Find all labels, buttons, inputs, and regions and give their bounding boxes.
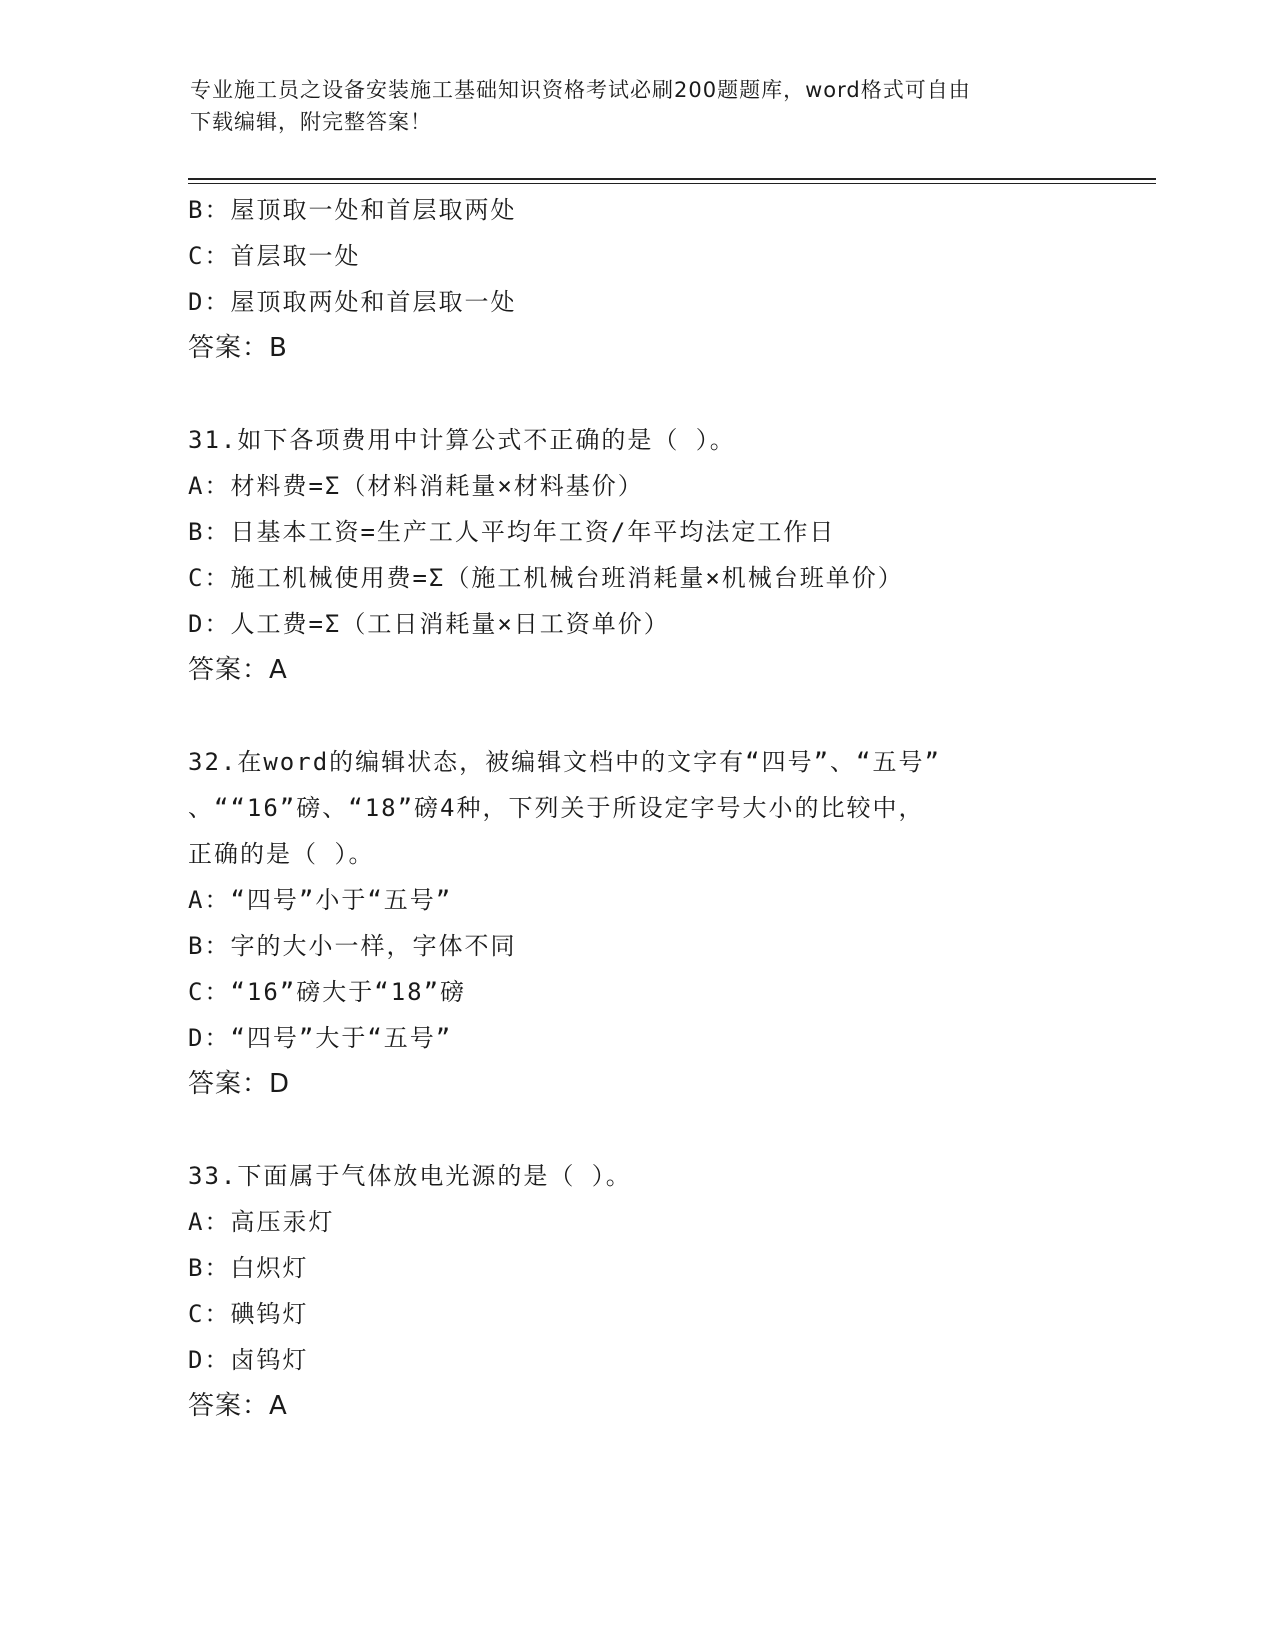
question-stem-line-2: 、““16”磅、“18”磅4种，下列关于所设定字号大小的比较中， <box>188 794 925 822</box>
option-c: C：施工机械使用费=Σ（施工机械台班消耗量×机械台班单价） <box>188 564 904 592</box>
answer-line: 答案：D <box>188 1069 291 1099</box>
option-b: B：日基本工资=生产工人平均年工资/年平均法定工作日 <box>188 518 836 546</box>
question-stem-line-3: 正确的是（ ）。 <box>188 840 375 868</box>
option-d: D：屋顶取两处和首层取一处 <box>188 288 517 316</box>
spacer <box>188 1107 1148 1153</box>
header-title-line-2: 下载编辑，附完整答案！ <box>190 110 432 134</box>
header-title-line-1: 专业施工员之设备安装施工基础知识资格考试必刷200题题库，word格式可自由 <box>190 78 971 102</box>
option-c: C：首层取一处 <box>188 242 361 270</box>
option-a: A：高压汞灯 <box>188 1208 335 1236</box>
question-block-previous <box>188 187 1148 371</box>
question-list <box>188 187 1148 1429</box>
option-d: D：“四号”大于“五号” <box>188 1024 453 1052</box>
answer-line: 答案：B <box>188 333 288 363</box>
question-stem: 31.如下各项费用中计算公式不正确的是（ ）。 <box>188 426 736 454</box>
question-block-33 <box>188 1153 1148 1429</box>
spacer <box>188 371 1148 417</box>
option-d: D：人工费=Σ（工日消耗量×日工资单价） <box>188 610 670 638</box>
option-b: B：字的大小一样，字体不同 <box>188 932 517 960</box>
option-b: B：白炽灯 <box>188 1254 309 1282</box>
document-header <box>190 74 1090 138</box>
option-d: D：卤钨灯 <box>188 1346 309 1374</box>
question-block-32 <box>188 739 1148 1107</box>
answer-line: 答案：A <box>188 1391 288 1421</box>
option-a: A：材料费=Σ（材料消耗量×材料基价） <box>188 472 644 500</box>
spacer <box>188 693 1148 739</box>
header-divider-thin <box>188 183 1156 184</box>
option-c: C：碘钨灯 <box>188 1300 309 1328</box>
header-divider-thick <box>188 178 1156 180</box>
option-a: A：“四号”小于“五号” <box>188 886 453 914</box>
option-b: B：屋顶取一处和首层取两处 <box>188 196 517 224</box>
question-stem: 33.下面属于气体放电光源的是（ ）。 <box>188 1162 632 1190</box>
question-stem-line-1: 32.在word的编辑状态，被编辑文档中的文字有“四号”、“五号” <box>188 748 941 776</box>
answer-line: 答案：A <box>188 655 288 685</box>
question-block-31 <box>188 417 1148 693</box>
option-c: C：“16”磅大于“18”磅 <box>188 978 467 1006</box>
